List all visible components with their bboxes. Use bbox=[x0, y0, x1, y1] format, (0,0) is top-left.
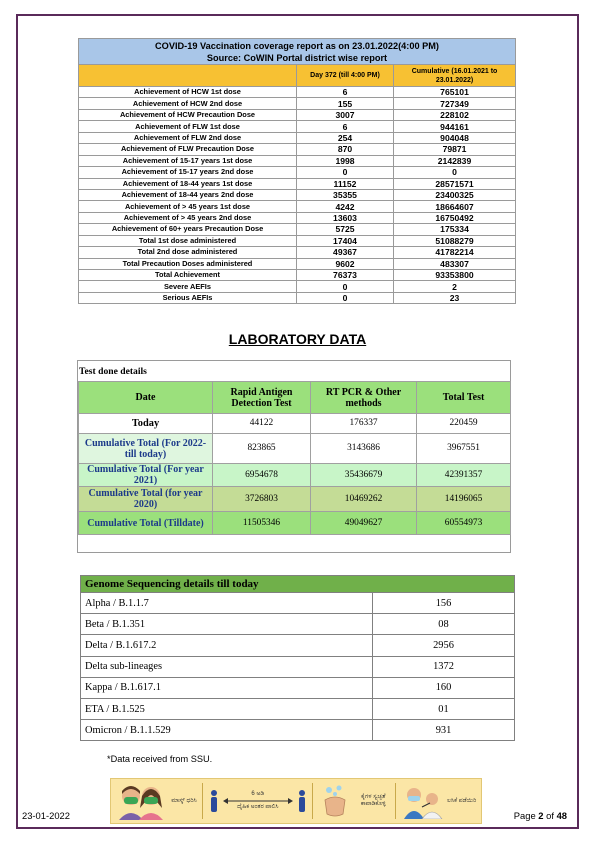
vaccination-row bbox=[79, 292, 516, 303]
lab-row-label: Cumulative Total (For 2022- till today) bbox=[79, 434, 213, 464]
lab-header-date: Date bbox=[79, 382, 213, 414]
vaccination-row-label: Total 2nd dose administered bbox=[79, 247, 297, 258]
lab-rtpcr-value: 176337 bbox=[311, 414, 417, 434]
lab-row-label: Cumulative Total (for year 2020) bbox=[79, 487, 213, 512]
vaccination-day-value: 155 bbox=[297, 98, 394, 109]
vaccination-row bbox=[79, 132, 516, 143]
distance-value: 6 ಅಡಿ bbox=[251, 791, 265, 797]
vaccination-row-label: Achievement of 18-44 years 2nd dose bbox=[79, 189, 297, 200]
vaccination-row-label: Achievement of HCW 2nd dose bbox=[79, 98, 297, 109]
person-icon bbox=[209, 790, 219, 812]
vaccination-row-label: Achievement of 60+ years Precaution Dose bbox=[79, 224, 297, 235]
lab-row-label: Today bbox=[79, 414, 213, 434]
vaccination-day-value: 76373 bbox=[297, 270, 394, 281]
genome-row bbox=[81, 698, 515, 719]
lab-rat-value: 11505346 bbox=[213, 512, 311, 535]
vaccination-cumulative-value: 904048 bbox=[394, 132, 516, 143]
vaccination-cumulative-value: 28571571 bbox=[394, 178, 516, 189]
vaccination-row-label: Total Precaution Doses administered bbox=[79, 258, 297, 269]
banner-handwash-segment bbox=[313, 779, 394, 823]
lab-row bbox=[79, 512, 511, 535]
genome-count: 08 bbox=[373, 614, 515, 635]
vaccination-cumulative-value: 41782214 bbox=[394, 247, 516, 258]
vaccination-row bbox=[79, 155, 516, 166]
lab-table bbox=[78, 381, 511, 535]
vaccination-row bbox=[79, 212, 516, 223]
genome-row bbox=[81, 720, 515, 741]
vaccination-row-label: Achievement of FLW Precaution Dose bbox=[79, 144, 297, 155]
lab-header-total: Total Test bbox=[417, 382, 511, 414]
lab-row bbox=[79, 487, 511, 512]
handwash-text: ಕೈಗಳ ಸ್ವಚ್ಛತೆ ಕಾಪಾಡಿಕೊಳ್ಳಿ bbox=[360, 794, 386, 807]
distance-text: ದೈಹಿಕ ಅಂತರ ಪಾಲಿಸಿ bbox=[237, 804, 279, 810]
lab-total-value: 220459 bbox=[417, 414, 511, 434]
awareness-banner bbox=[110, 778, 482, 824]
vaccine-text: ಲಸಿಕೆ ಪಡೆಯಿರಿ bbox=[447, 797, 477, 804]
lab-row bbox=[79, 414, 511, 434]
lab-rat-value: 44122 bbox=[213, 414, 311, 434]
data-source-note: *Data received from SSU. bbox=[107, 754, 213, 764]
vaccination-row-label: Serious AEFIs bbox=[79, 292, 297, 303]
footer-date: 23-01-2022 bbox=[22, 810, 70, 821]
genome-variant: Delta / B.1.617.2 bbox=[81, 635, 373, 656]
vaccination-cumulative-value: 23 bbox=[394, 292, 516, 303]
lab-header-rtpcr: RT PCR & Other methods bbox=[311, 382, 417, 414]
vaccination-row bbox=[79, 281, 516, 292]
vaccination-row-label: Total 1st dose administered bbox=[79, 235, 297, 246]
vaccination-day-value: 254 bbox=[297, 132, 394, 143]
vaccination-day-value: 5725 bbox=[297, 224, 394, 235]
lab-rtpcr-value: 3143686 bbox=[311, 434, 417, 464]
vaccination-row-label: Achievement of HCW 1st dose bbox=[79, 87, 297, 98]
lab-section-title: LABORATORY DATA bbox=[228, 331, 367, 347]
genome-variant: Omicron / B.1.1.529 bbox=[81, 720, 373, 741]
handwash-icon bbox=[321, 784, 349, 818]
vaccination-row bbox=[79, 224, 516, 235]
vaccination-row bbox=[79, 144, 516, 155]
genome-table bbox=[80, 575, 515, 741]
genome-row bbox=[81, 593, 515, 614]
genome-row bbox=[81, 677, 515, 698]
vaccination-day-value: 0 bbox=[297, 167, 394, 178]
vaccination-day-value: 9602 bbox=[297, 258, 394, 269]
lab-header-rat: Rapid Antigen Detection Test bbox=[213, 382, 311, 414]
vaccination-row bbox=[79, 109, 516, 120]
lab-total-value: 60554973 bbox=[417, 512, 511, 535]
vaccination-row-label: Achievement of 15-17 years 1st dose bbox=[79, 155, 297, 166]
vaccination-row bbox=[79, 189, 516, 200]
genome-variant: Alpha / B.1.1.7 bbox=[81, 593, 373, 614]
genome-count: 931 bbox=[373, 720, 515, 741]
vaccination-row-label: Achievement of 15-17 years 2nd dose bbox=[79, 167, 297, 178]
genome-count: 2956 bbox=[373, 635, 515, 656]
person-icon bbox=[297, 790, 307, 812]
vaccination-row bbox=[79, 235, 516, 246]
vaccination-row bbox=[79, 178, 516, 189]
vaccination-row bbox=[79, 167, 516, 178]
vaccination-cumulative-value: 2 bbox=[394, 281, 516, 292]
vaccination-cumulative-value: 93353800 bbox=[394, 270, 516, 281]
vaccination-row-label: Achievement of HCW Precaution Dose bbox=[79, 109, 297, 120]
lab-rtpcr-value: 10469262 bbox=[311, 487, 417, 512]
genome-variant: Kappa / B.1.617.1 bbox=[81, 677, 373, 698]
vaccination-row bbox=[79, 87, 516, 98]
header-day: Day 372 (till 4:00 PM) bbox=[297, 65, 394, 87]
vaccination-table bbox=[78, 38, 516, 304]
lab-caption: Test done details bbox=[79, 366, 147, 377]
vaccination-day-value: 6 bbox=[297, 121, 394, 132]
genome-variant: ETA / B.1.525 bbox=[81, 698, 373, 719]
vaccination-row-label: Total Achievement bbox=[79, 270, 297, 281]
vaccination-row-label: Achievement of > 45 years 2nd dose bbox=[79, 212, 297, 223]
vaccination-cumulative-value: 483307 bbox=[394, 258, 516, 269]
vaccination-day-value: 49367 bbox=[297, 247, 394, 258]
vaccination-cumulative-value: 23400325 bbox=[394, 189, 516, 200]
genome-count: 01 bbox=[373, 698, 515, 719]
vaccination-row-label: Achievement of FLW 2nd dose bbox=[79, 132, 297, 143]
vaccination-row bbox=[79, 258, 516, 269]
lab-row-label: Cumulative Total (For year 2021) bbox=[79, 464, 213, 487]
vaccination-day-value: 13603 bbox=[297, 212, 394, 223]
vaccination-cumulative-value: 51088279 bbox=[394, 235, 516, 246]
genome-count: 1372 bbox=[373, 656, 515, 677]
vaccination-row bbox=[79, 121, 516, 132]
lab-rtpcr-value: 49049627 bbox=[311, 512, 417, 535]
lab-row bbox=[79, 434, 511, 464]
vaccination-day-value: 1998 bbox=[297, 155, 394, 166]
header-cumulative: Cumulative (16.01.2021 to 23.01.2022) bbox=[394, 65, 516, 87]
vaccination-cumulative-value: 0 bbox=[394, 167, 516, 178]
vaccination-icon bbox=[402, 783, 444, 819]
vaccination-cumulative-value: 228102 bbox=[394, 109, 516, 120]
vaccination-cumulative-value: 765101 bbox=[394, 87, 516, 98]
genome-row bbox=[81, 614, 515, 635]
vaccination-title: COVID-19 Vaccination coverage report as on 23.01.2022(4:00 PM) Source: CoWIN Portal district wise report bbox=[79, 39, 516, 65]
genome-variant: Delta sub-lineages bbox=[81, 656, 373, 677]
genome-count: 160 bbox=[373, 677, 515, 698]
vaccination-day-value: 0 bbox=[297, 292, 394, 303]
page-number: Page 2 of 48 bbox=[513, 810, 567, 821]
vaccination-row bbox=[79, 201, 516, 212]
banner-distance-segment bbox=[203, 779, 312, 823]
lab-total-value: 42391357 bbox=[417, 464, 511, 487]
lab-total-value: 3967551 bbox=[417, 434, 511, 464]
genome-variant: Beta / B.1.351 bbox=[81, 614, 373, 635]
vaccination-cumulative-value: 175334 bbox=[394, 224, 516, 235]
vaccination-row-label: Achievement of > 45 years 1st dose bbox=[79, 201, 297, 212]
vaccination-day-value: 11152 bbox=[297, 178, 394, 189]
vaccination-cumulative-value: 79871 bbox=[394, 144, 516, 155]
genome-row bbox=[81, 635, 515, 656]
vaccination-cumulative-value: 727349 bbox=[394, 98, 516, 109]
vaccination-row-label: Severe AEFIs bbox=[79, 281, 297, 292]
vaccination-day-value: 870 bbox=[297, 144, 394, 155]
vaccination-row bbox=[79, 98, 516, 109]
lab-rat-value: 6954678 bbox=[213, 464, 311, 487]
vaccination-day-value: 17404 bbox=[297, 235, 394, 246]
vaccination-cumulative-value: 2142839 bbox=[394, 155, 516, 166]
vaccination-cumulative-value: 16750492 bbox=[394, 212, 516, 223]
genome-count: 156 bbox=[373, 593, 515, 614]
lab-row-label: Cumulative Total (Tilldate) bbox=[79, 512, 213, 535]
vaccination-day-value: 4242 bbox=[297, 201, 394, 212]
genome-row bbox=[81, 656, 515, 677]
vaccination-row bbox=[79, 247, 516, 258]
lab-row bbox=[79, 464, 511, 487]
vaccination-cumulative-value: 18664607 bbox=[394, 201, 516, 212]
lab-rtpcr-value: 35436679 bbox=[311, 464, 417, 487]
masked-people-icon bbox=[117, 782, 165, 820]
vaccination-day-value: 0 bbox=[297, 281, 394, 292]
vaccination-day-value: 6 bbox=[297, 87, 394, 98]
vaccination-row-label: Achievement of 18-44 years 1st dose bbox=[79, 178, 297, 189]
vaccination-cumulative-value: 944161 bbox=[394, 121, 516, 132]
banner-mask-segment bbox=[111, 779, 202, 823]
vaccination-day-value: 35355 bbox=[297, 189, 394, 200]
genome-title: Genome Sequencing details till today bbox=[81, 576, 515, 593]
lab-rat-value: 3726803 bbox=[213, 487, 311, 512]
banner-vaccine-segment bbox=[396, 779, 481, 823]
vaccination-row bbox=[79, 270, 516, 281]
vaccination-row-label: Achievement of FLW 1st dose bbox=[79, 121, 297, 132]
lab-total-value: 14196065 bbox=[417, 487, 511, 512]
lab-rat-value: 823865 bbox=[213, 434, 311, 464]
header-blank bbox=[79, 65, 297, 87]
vaccination-day-value: 3007 bbox=[297, 109, 394, 120]
mask-text: ಮಾಸ್ಕ್ ಧರಿಸಿ bbox=[171, 797, 197, 804]
